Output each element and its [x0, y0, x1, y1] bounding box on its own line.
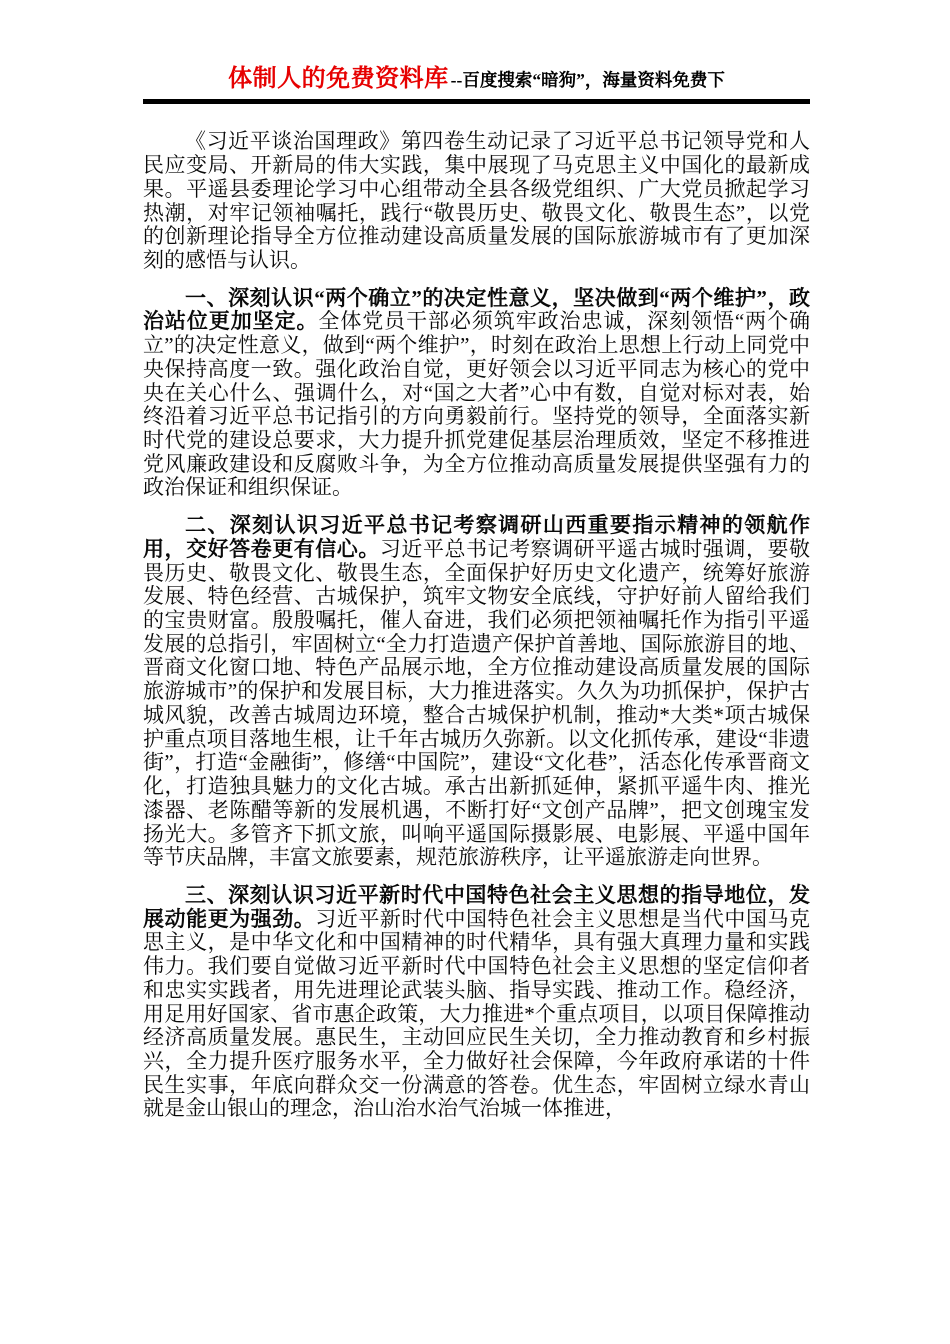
document-body — [143, 130, 810, 1121]
paragraph-section-2 — [143, 514, 810, 870]
paragraph-intro — [143, 130, 810, 272]
paragraph-lead: 二、深刻认识习近平总书记考察调研山西重要指示精神的领航作用，交好答卷更有信心。 — [143, 513, 810, 561]
paragraph-text: 习近平新时代中国特色社会主义思想是当代中国马克思主义，是中华文化和中国精神的时代精华，具有强大真理力量和实践伟力。我们要自觉做习近平新时代中国特色社会主义思想的坚定信仰者和忠实实践者，用先进理论武装头脑、指导实践、推动工作。稳经济，用足用好国家、省市惠企政策，大力推进*个重点项目，以项目保障推动经济高质量发展。惠民生，主动回应民生关切，全力推动教育和乡村振兴，全力提升医疗服务水平，全力做好社会保障，今年政府承诺的十件民生实事，年底向群众交一份满意的答卷。优生态，牢固树立绿水青山就是金山银山的理念，治山治水治气治城一体推进， — [143, 906, 811, 1121]
paragraph-lead: 三、深刻认识习近平新时代中国特色社会主义思想的指导地位，发展动能更为强劲。 — [143, 882, 810, 931]
paragraph-text: 《习近平谈治国理政》第四卷生动记录了习近平总书记领导党和人民应变局、开新局的伟大实践，集中展现了马克思主义中国化的最新成果。平遥县委理论学习中心组带动全县各级党组织、广大党员掀起学习热潮，对牢记领袖嘱托，践行“敬畏历史、敬畏文化、敬畏生态”，以党的创新理论指导全方位推动建设高质量发展的国际旅游城市有了更加深刻的感悟与认识。 — [143, 129, 810, 272]
header — [143, 66, 810, 92]
paragraph-section-3 — [143, 884, 810, 1121]
site-brand: 体制人的免费资料库 — [228, 66, 449, 92]
paragraph-text: 全体党员干部必须筑牢政治忠诚，深刻领悟“两个确立”的决定性意义，做到“两个维护”，时刻在政治上思想上行动上同党中央保持高度一致。强化政治自觉，更好领会以习近平同志为核心的党中央在关心什么、强调什么，对“国之大者”心中有数，自觉对标对表，始终沿着习近平总书记指引的方向勇毅前行。坚持党的领导，全面落实新时代党的建设总要求，大力提升抓党建促基层治理质效，坚定不移推进党风廉政建设和反腐败斗争，为全方位推动高质量发展提供坚强有力的政治保证和组织保证。 — [143, 309, 811, 500]
header-divider — [143, 99, 810, 104]
paragraph-lead: 一、深刻认识“两个确立”的决定性意义，坚决做到“两个维护”，政治站位更加坚定。 — [143, 285, 810, 334]
paragraph-section-1 — [143, 287, 810, 500]
header-tagline: --百度搜索“暗狗”，海量资料免费下 — [450, 70, 725, 90]
paragraph-text: 习近平总书记考察调研平遥古城时强调，要敬畏历史、敬畏文化、敬畏生态，全面保护好历史文化遗产，统筹好旅游发展、特色经营、古城保护，筑牢文物安全底线，守护好前人留给我们的宝贵财富。殷殷嘱托，催人奋进，我们必须把领袖嘱托作为指引平遥发展的总指引，牢固树立“全力打造遗产保护首善地、国际旅游目的地、晋商文化窗口地、特色产品展示地，全方位推动建设高质量发展的国际旅游城市”的保护和发展目标，大力推进落实。久久为功抓保护，保护古城风貌，改善古城周边环境，整合古城保护机制，推动*大类*项古城保护重点项目落地生根，让千年古城历久弥新。以文化抓传承，建设“非遗街”，打造“金融街”，修缮“中国院”，建设“文化巷”，活态化传承晋商文化，打造独具魅力的文化古城。承古出新抓延伸，紧抓平遥牛肉、推光漆器、老陈醋等新的发展机遇，不断打好“文创产品牌”，把文创瑰宝发扬光大。多管齐下抓文旅，叫响平遥国际摄影展、电影展、平遥中国年等节庆品牌，丰富文旅要素，规范旅游秩序，让平遥旅游走向世界。 — [143, 536, 811, 870]
